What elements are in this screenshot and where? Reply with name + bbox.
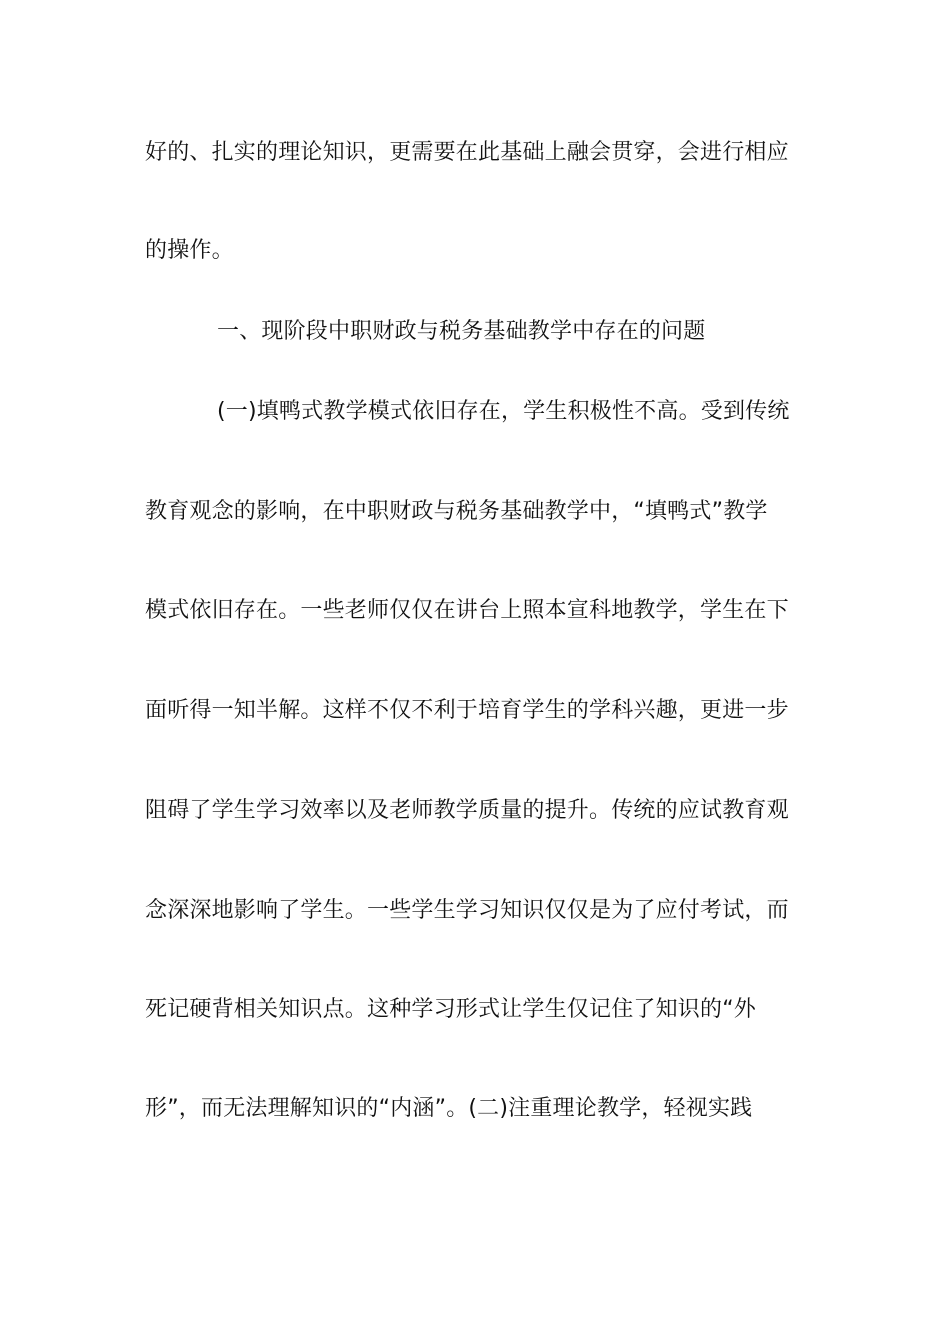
paragraph-line-9: 念深深地影响了学生。一些学生学习知识仅仅是为了应付考试，而 (145, 898, 789, 923)
paragraph-line-8: 阻碍了学生学习效率以及老师教学质量的提升。传统的应试教育观 (145, 798, 789, 823)
paragraph-line-1: 好的、扎实的理论知识，更需要在此基础上融会贯穿，会进行相应 (145, 140, 789, 165)
paragraph-line-7: 面听得一知半解。这样不仅不利于培育学生的学科兴趣，更进一步 (145, 698, 789, 723)
subsection-heading-line: (一)填鸭式教学模式依旧存在，学生积极性不高。受到传统 (217, 399, 790, 424)
section-heading: 一、现阶段中职财政与税务基础教学中存在的问题 (217, 319, 706, 344)
paragraph-line-10: 死记硬背相关知识点。这种学习形式让学生仅记住了知识的“外 (145, 997, 756, 1022)
paragraph-line-6: 模式依旧存在。一些老师仅仅在讲台上照本宣科地教学，学生在下 (145, 598, 789, 623)
paragraph-line-11: 形”，而无法理解知识的“内涵”。(二)注重理论教学，轻视实践 (145, 1096, 753, 1121)
paragraph-line-5: 教育观念的影响，在中职财政与税务基础教学中，“填鸭式”教学 (145, 499, 768, 524)
paragraph-line-2: 的操作。 (145, 238, 234, 263)
